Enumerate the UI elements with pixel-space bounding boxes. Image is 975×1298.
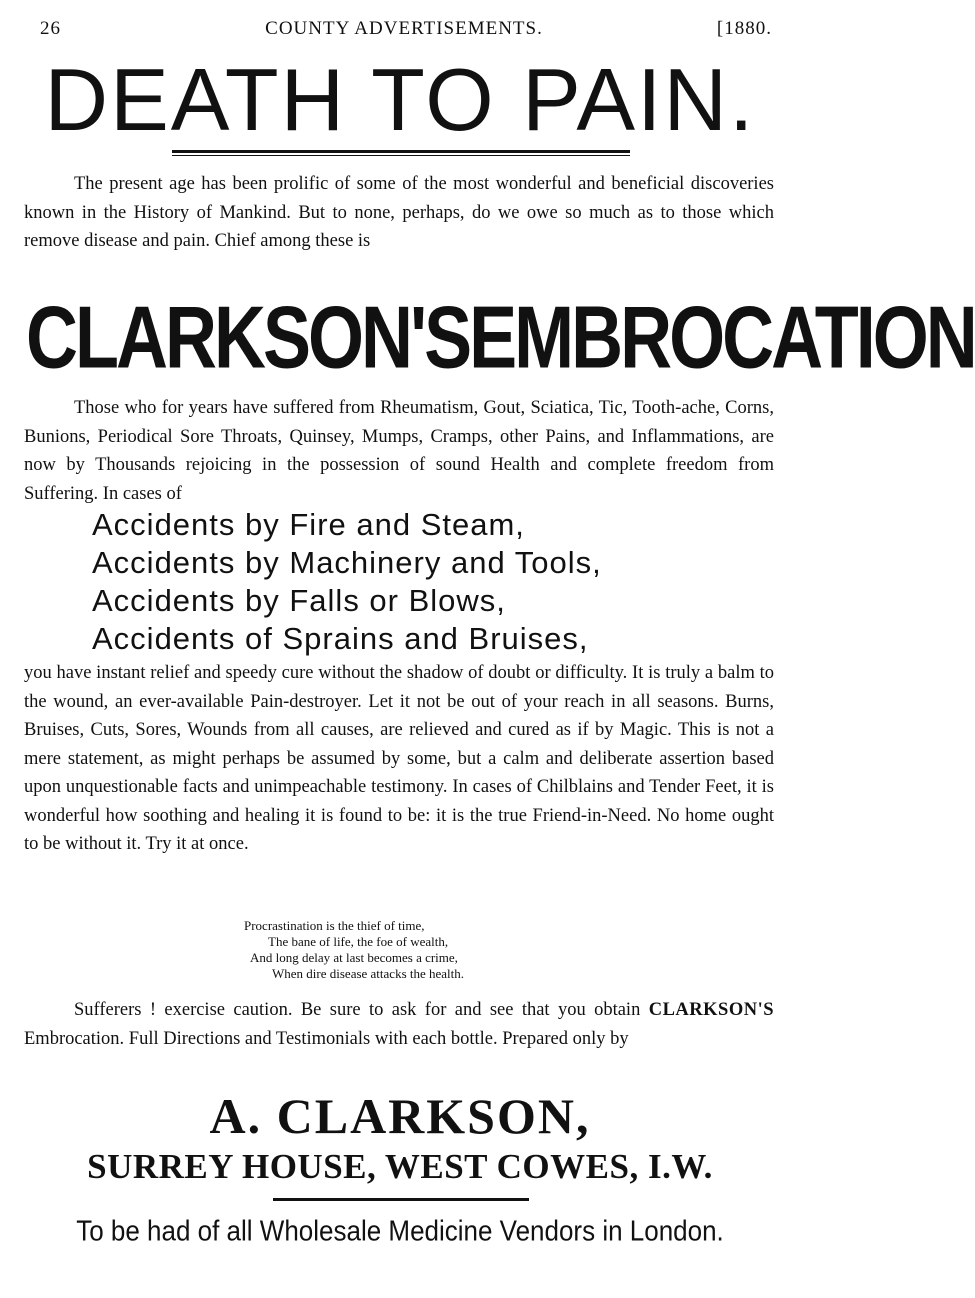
accident-line: Accidents by Falls or Blows, <box>92 583 506 618</box>
closing-before: Sufferers ! exercise caution. Be sure to ask for and see that you obtain <box>74 1000 641 1020</box>
running-header <box>36 18 772 44</box>
poem-line: And long delay at last becomes a crime, <box>250 950 458 965</box>
accident-line: Accidents of Sprains and Bruises, <box>92 621 589 656</box>
poem-line: The bane of life, the foe of wealth, <box>268 934 449 949</box>
intro-paragraph <box>24 170 774 256</box>
closing-text <box>24 996 774 1053</box>
year: [1880. <box>716 18 772 39</box>
body-paragraph-2-text: you have instant relief and speedy cure without the shadow of doubt or difficulty. It is truly a balm to the wound, an ever-available Pain-destroyer. Let it not be out of your reach in all seasons. Burns, Bruises, Cuts, Sores, Wounds from all causes, are relieved and cured as if by Magic. This is not a mere statement, as might perhaps be assumed by some, but a calm and deliberate assertion based upon unquestionable facts and unimpeachable testimony. In cases of Chilblains and Tender Feet, it is wonderful how soothing and healing it is found to be: it is the true Friend-in-Need. No home ought to be without it. Try it at once. <box>24 663 774 854</box>
accident-line: Accidents by Fire and Steam, <box>92 507 525 542</box>
headline-rule <box>172 150 630 156</box>
intro-text: The present age has been prolific of some of the most wonderful and beneficial discoveries known in the History of Mankind. But to none, perhaps, do we owe so much as to those which remove disease and pain. Chief among these is <box>24 174 774 251</box>
closing-paragraph <box>24 996 774 1053</box>
footer-rule <box>273 1198 529 1201</box>
body-paragraph-1 <box>24 394 774 508</box>
brand-banner <box>26 279 975 396</box>
body-paragraph-2 <box>24 659 774 859</box>
footer-line: To be had of all Wholesale Medicine Vendors in London. <box>76 1213 724 1248</box>
running-title: COUNTY ADVERTISEMENTS. <box>265 18 543 39</box>
brand-word-1: CLARKSON'S <box>26 289 470 387</box>
poem-line: Procrastination is the thief of time, <box>244 918 425 933</box>
brand-word-2: EMBROCATION <box>469 289 975 387</box>
body-paragraph-1-text: Those who for years have suffered from Rheumatism, Gout, Sciatica, Tic, Tooth-ache, Corns, Bunions, Periodical Sore Throats, Quinsey, Mumps, Cramps, other Pains, and Inflammations, are now by Thousands rejoicing in the possession of sound Health and complete freedom from Suffering. In cases of <box>24 398 774 504</box>
closing-after: Embrocation. Full Directions and Testimonials with each bottle. Prepared only by <box>24 1028 629 1049</box>
maker-address: SURREY HOUSE, WEST COWES, I.W. <box>87 1147 713 1186</box>
accidents-list <box>92 506 772 658</box>
closing-brand: CLARKSON'S <box>648 1000 774 1020</box>
maker-name: A. CLARKSON, <box>209 1088 591 1144</box>
page-number: 26 <box>40 18 61 39</box>
poem <box>244 918 564 982</box>
headline: DEATH TO PAIN. <box>44 50 756 149</box>
accident-line: Accidents by Machinery and Tools, <box>92 545 602 580</box>
poem-line: When dire disease attacks the health. <box>272 966 465 981</box>
